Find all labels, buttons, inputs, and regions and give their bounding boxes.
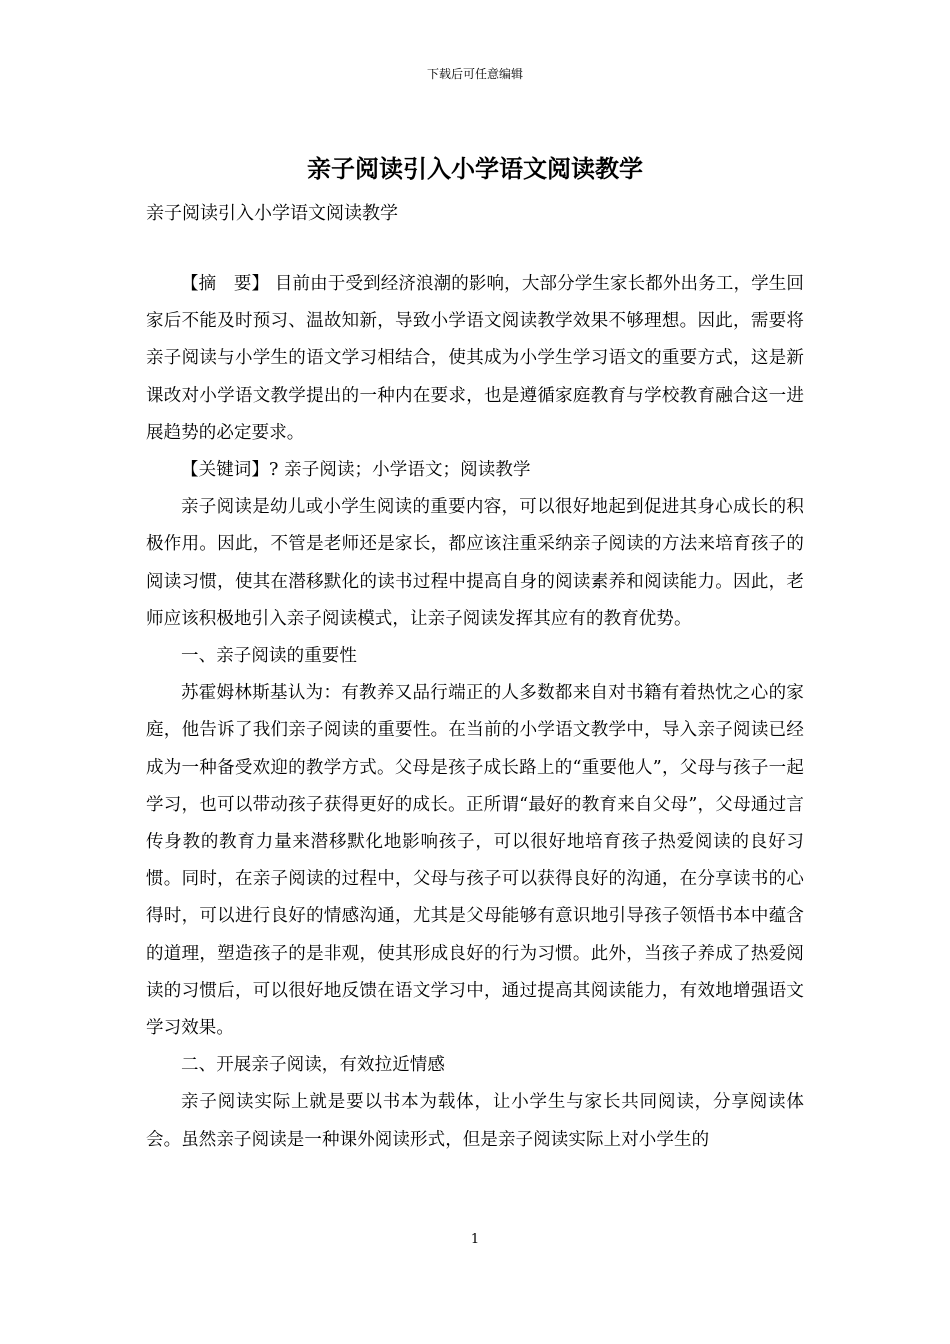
header-note: 下载后可任意编辑 bbox=[426, 67, 523, 81]
intro-paragraph: 亲子阅读是幼儿或小学生阅读的重要内容，可以很好地起到促进其身心成长的积极作用。因此，不管是老师还是家长，都应该注重采纳亲子阅读的方法来培育孩子的阅读习惯，使其在潜移默化的读书过程中提高自身的阅读素养和阅读能力。因此，老师应该积极地引入亲子阅读模式，让亲子阅读发挥其应有的教育优势。 bbox=[146, 497, 804, 629]
keywords-paragraph: 【关键词】? 亲子阅读；小学语文；阅读教学 bbox=[181, 460, 531, 481]
page-number: 1 bbox=[470, 1232, 480, 1247]
section-1-paragraph: 苏霍姆林斯基认为：有教养又品行端正的人多数都来自对书籍有着热忱之心的家庭，他告诉了我们亲子阅读的重要性。在当前的小学语文教学中，导入亲子阅读已经成为一种备受欢迎的教学方式。父母是孩子成长路上的“重要他人”，父母与孩子一起学习，也可以带动孩子获得更好的成长。正所谓“最好的教育来自父母”，父母通过言传身教的教育力量来潜移默化地影响孩子，可以很好地培育孩子热爱阅读的良好习惯。同时，在亲子阅读的过程中，父母与孩子可以获得良好的沟通，在分享读书的心得时，可以进行良好的情感沟通，尤其是父母能够有意识地引导孩子领悟书本中蕴含的道理，塑造孩子的是非观，使其形成良好的行为习惯。此外，当孩子养成了热爱阅读的习惯后，可以很好地反馈在语文学习中，通过提高其阅读能力，有效地增强语文学习效果。 bbox=[146, 683, 804, 1039]
abstract-paragraph: 【摘 要】 目前由于受到经济浪潮的影响，大部分学生家长都外出务工，学生回家后不能及时预习、温故知新，导致小学语文阅读教学效果不够理想。因此，需要将亲子阅读与小学生的语文学习相结合，使其成为小学生学习语文的重要方式，这是新课改对小学语文教学提出的一种内在要求，也是遵循家庭教育与学校教育融合这一进展趋势的必定要求。 bbox=[146, 274, 804, 443]
document-body bbox=[146, 266, 804, 1159]
document-title: 亲子阅读引入小学语文阅读教学 bbox=[307, 154, 643, 183]
document-subtitle: 亲子阅读引入小学语文阅读教学 bbox=[146, 203, 398, 224]
section-heading-2: 二、开展亲子阅读，有效拉近情感 bbox=[181, 1055, 445, 1076]
section-2-paragraph: 亲子阅读实际上就是要以书本为载体，让小学生与家长共同阅读，分享阅读体会。虽然亲子阅读是一种课外阅读形式，但是亲子阅读实际上对小学生的 bbox=[146, 1092, 804, 1150]
section-heading-1: 一、亲子阅读的重要性 bbox=[181, 646, 357, 667]
